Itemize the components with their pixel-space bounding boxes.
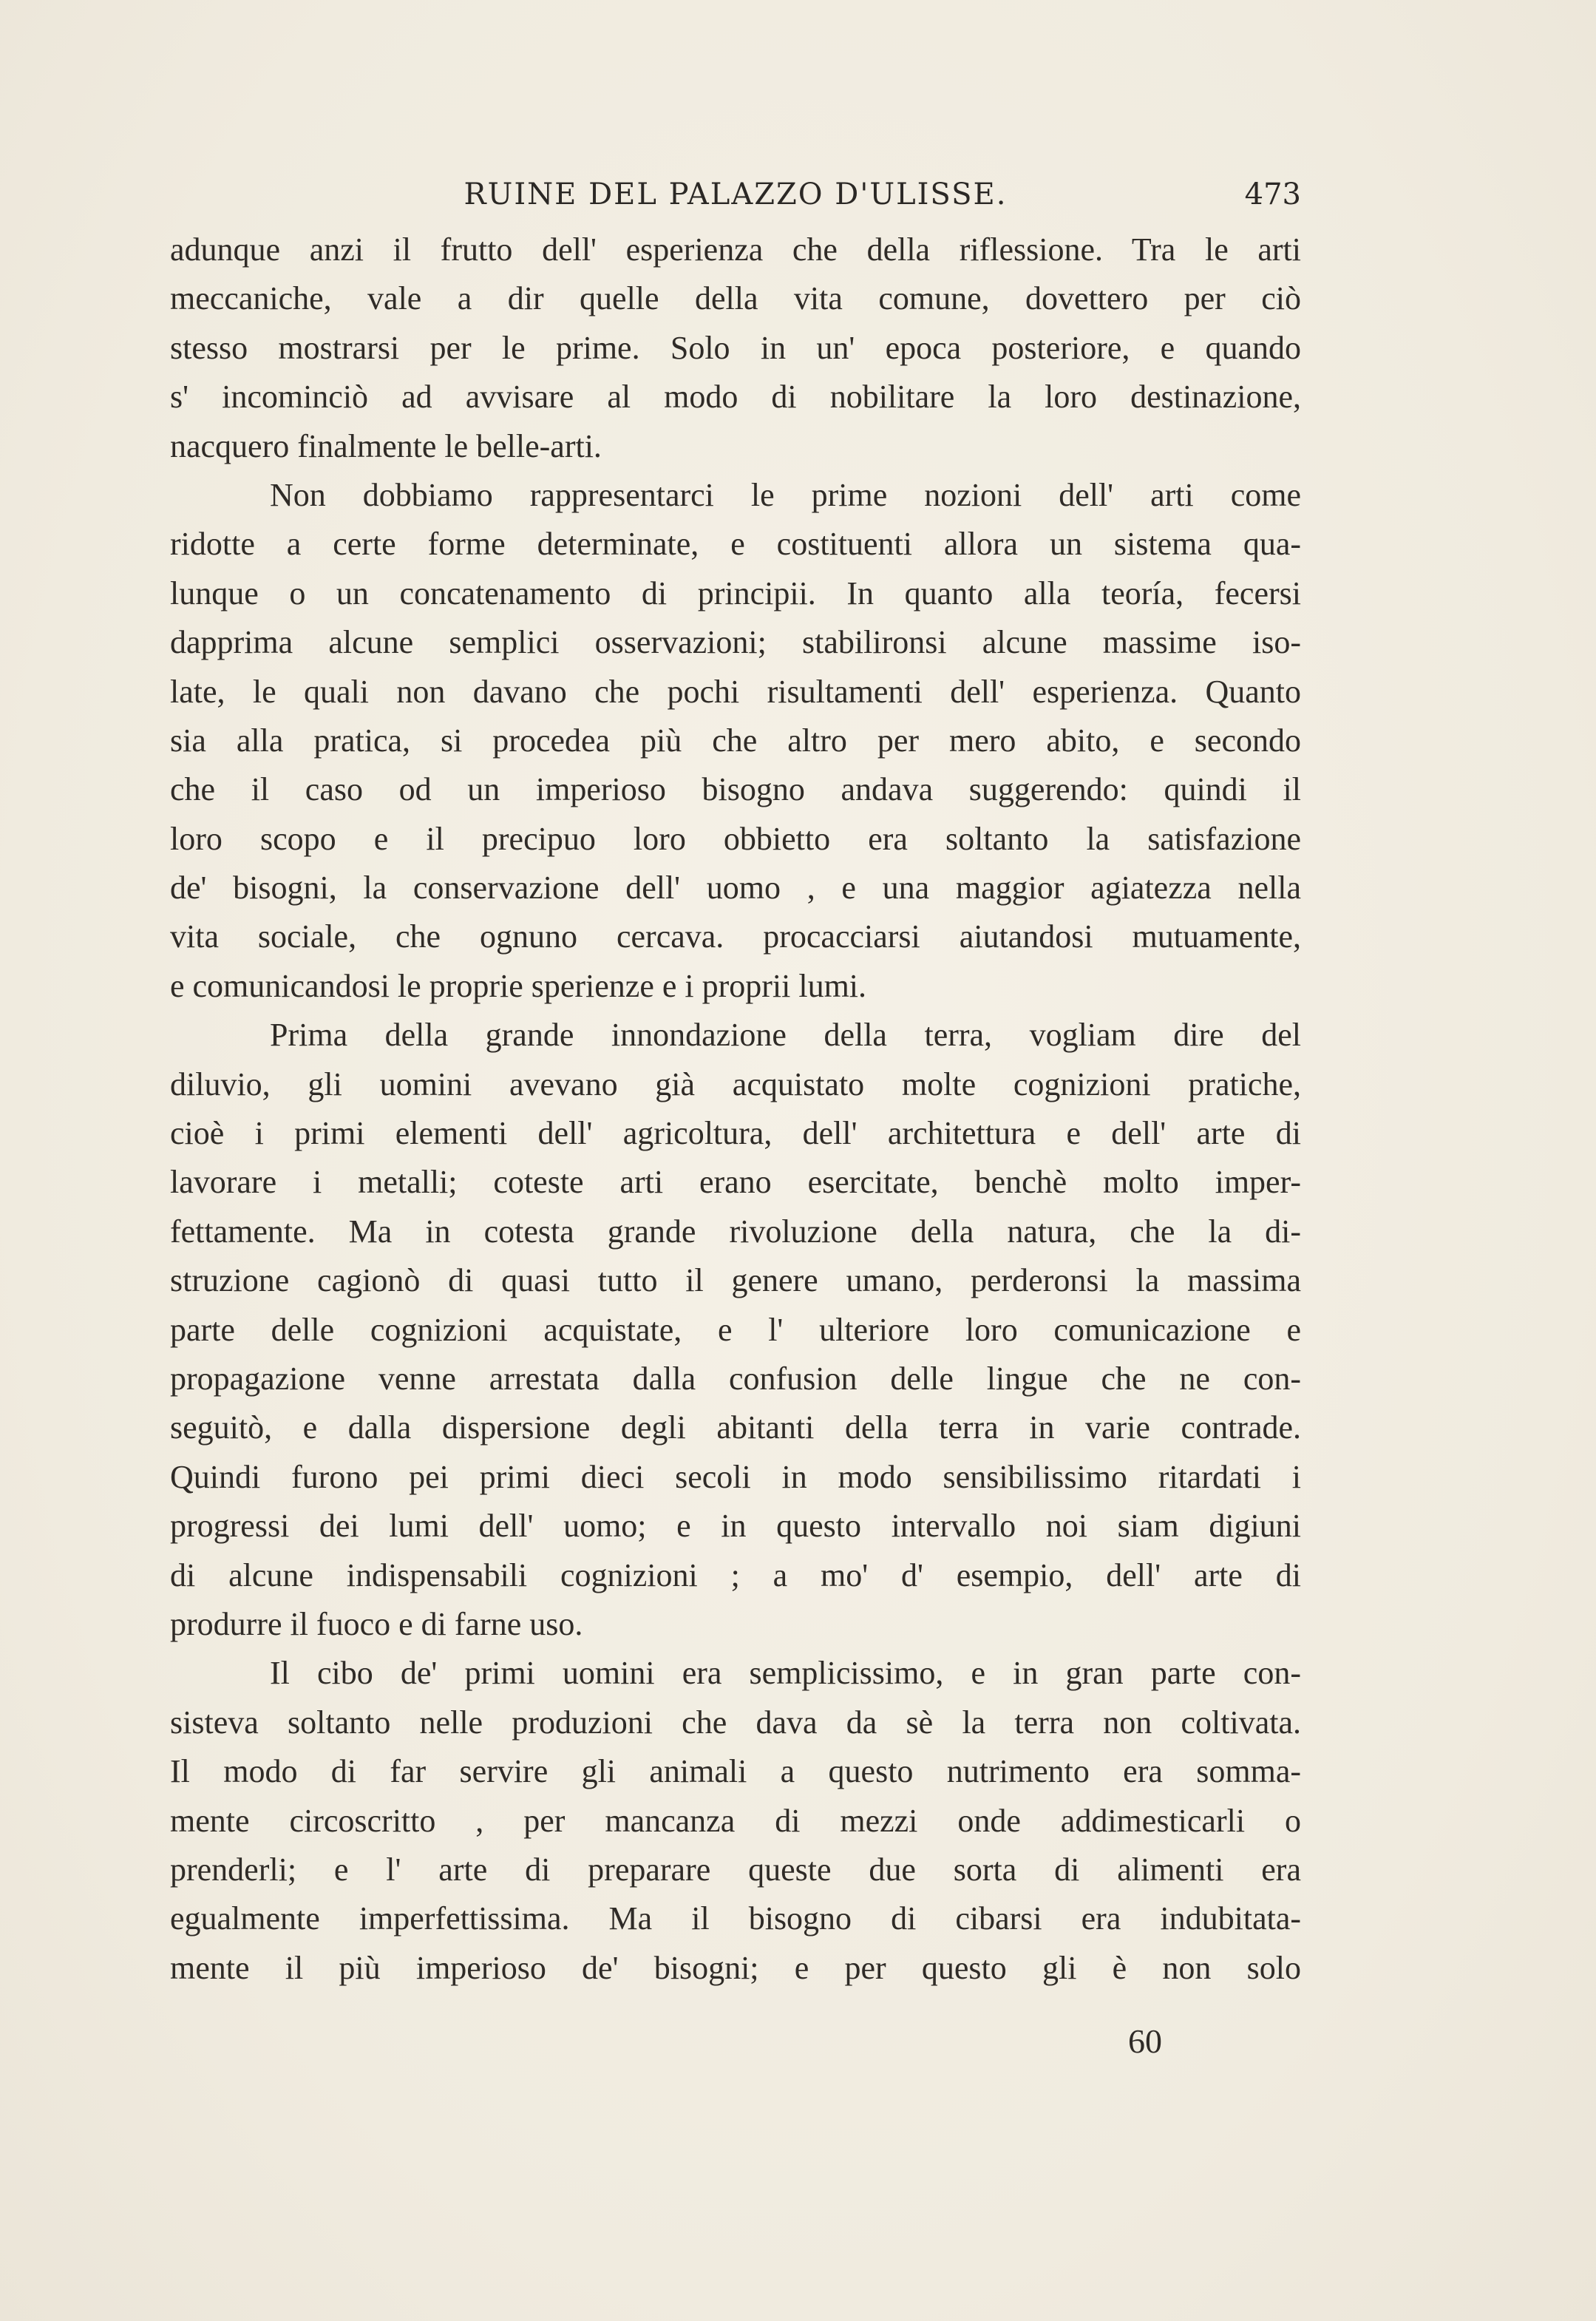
- text-line: produrre il fuoco e di farne uso.: [170, 1605, 583, 1642]
- text-line: propagazione venne arrestata dalla confusion delle lingue che ne con-: [170, 1360, 1301, 1397]
- text-line: s' incominciò ad avvisare al modo di nobilitare la loro destinazione,: [170, 379, 1301, 416]
- text-line: meccaniche, vale a dir quelle della vita comune, dovettero per ciò: [170, 280, 1301, 317]
- text-line: mente circoscritto , per mancanza di mezzi onde addimesticarli o: [170, 1802, 1301, 1839]
- paragraph-start-line: Non dobbiamo rappresentarci le prime nozioni dell' arti come: [270, 476, 1301, 513]
- signature-mark: 60: [1128, 2022, 1162, 2060]
- text-line: vita sociale, che ognuno cercava. procacciarsi aiutandosi mutuamente,: [170, 918, 1301, 955]
- text-line: progressi dei lumi dell' uomo; e in questo intervallo noi siam digiuni: [170, 1508, 1301, 1545]
- paragraph-start-line: Il cibo de' primi uomini era semplicissimo, e in gran parte con-: [270, 1655, 1301, 1692]
- text-line: sisteva soltanto nelle produzioni che dava da sè la terra non coltivata.: [170, 1704, 1301, 1741]
- running-title: RUINE DEL PALAZZO D'ULISSE.: [463, 177, 1008, 211]
- text-line: diluvio, gli uomini avevano già acquistato molte cognizioni pratiche,: [170, 1065, 1301, 1102]
- text-line: adunque anzi il frutto dell' esperienza che della riflessione. Tra le arti: [170, 231, 1301, 268]
- body-text: [170, 226, 1301, 1993]
- text-line: e comunicandosi le proprie sperienze e i proprii lumi.: [170, 967, 867, 1004]
- text-line: de' bisogni, la conservazione dell' uomo , e una maggior agiatezza nella: [170, 870, 1301, 907]
- text-line: parte delle cognizioni acquistate, e l' ulteriore loro comunicazione e: [170, 1311, 1301, 1348]
- text-line: struzione cagionò di quasi tutto il genere umano, perderonsi la massima: [170, 1262, 1301, 1299]
- text-line: cioè i primi elementi dell' agricoltura, dell' architettura e dell' arte di: [170, 1115, 1301, 1152]
- text-line: nacquero finalmente le belle-arti.: [170, 427, 602, 464]
- text-line: seguitò, e dalla dispersione degli abitanti della terra in varie contrade.: [170, 1409, 1301, 1446]
- text-line: fettamente. Ma in cotesta grande rivoluzione della natura, che la di-: [170, 1213, 1301, 1250]
- text-line: stesso mostrarsi per le prime. Solo in un' epoca posteriore, e quando: [170, 329, 1301, 366]
- page-header: [170, 177, 1301, 222]
- text-line: lavorare i metalli; coteste arti erano esercitate, benchè molto imper-: [170, 1164, 1301, 1201]
- text-line: lunque o un concatenamento di principii. In quanto alla teoría, fecersi: [170, 575, 1301, 611]
- text-line: ridotte a certe forme determinate, e costituenti allora un sistema qua-: [170, 526, 1301, 563]
- paragraph-start-line: Prima della grande innondazione della terra, vogliam dire del: [270, 1017, 1301, 1054]
- text-line: di alcune indispensabili cognizioni ; a mo' d' esempio, dell' arte di: [170, 1556, 1301, 1593]
- text-line: loro scopo e il precipuo loro obbietto era soltanto la satisfazione: [170, 820, 1301, 857]
- page-number: 473: [1244, 177, 1301, 211]
- text-line: Quindi furono pei primi dieci secoli in modo sensibilissimo ritardati i: [170, 1458, 1301, 1495]
- text-line: Il modo di far servire gli animali a questo nutrimento era somma-: [170, 1753, 1301, 1790]
- text-line: dapprima alcune semplici osservazioni; stabilironsi alcune massime iso-: [170, 624, 1301, 661]
- text-line: late, le quali non davano che pochi risultamenti dell' esperienza. Quanto: [170, 673, 1301, 710]
- text-line: mente il più imperioso de' bisogni; e per questo gli è non solo: [170, 1949, 1301, 1986]
- text-line: egualmente imperfettissima. Ma il bisogno di cibarsi era indubitata-: [170, 1900, 1301, 1937]
- text-line: che il caso od un imperioso bisogno andava suggerendo: quindi il: [170, 771, 1301, 808]
- text-line: sia alla pratica, si procedea più che altro per mero abito, e secondo: [170, 722, 1301, 759]
- text-line: prenderli; e l' arte di preparare queste due sorta di alimenti era: [170, 1851, 1301, 1888]
